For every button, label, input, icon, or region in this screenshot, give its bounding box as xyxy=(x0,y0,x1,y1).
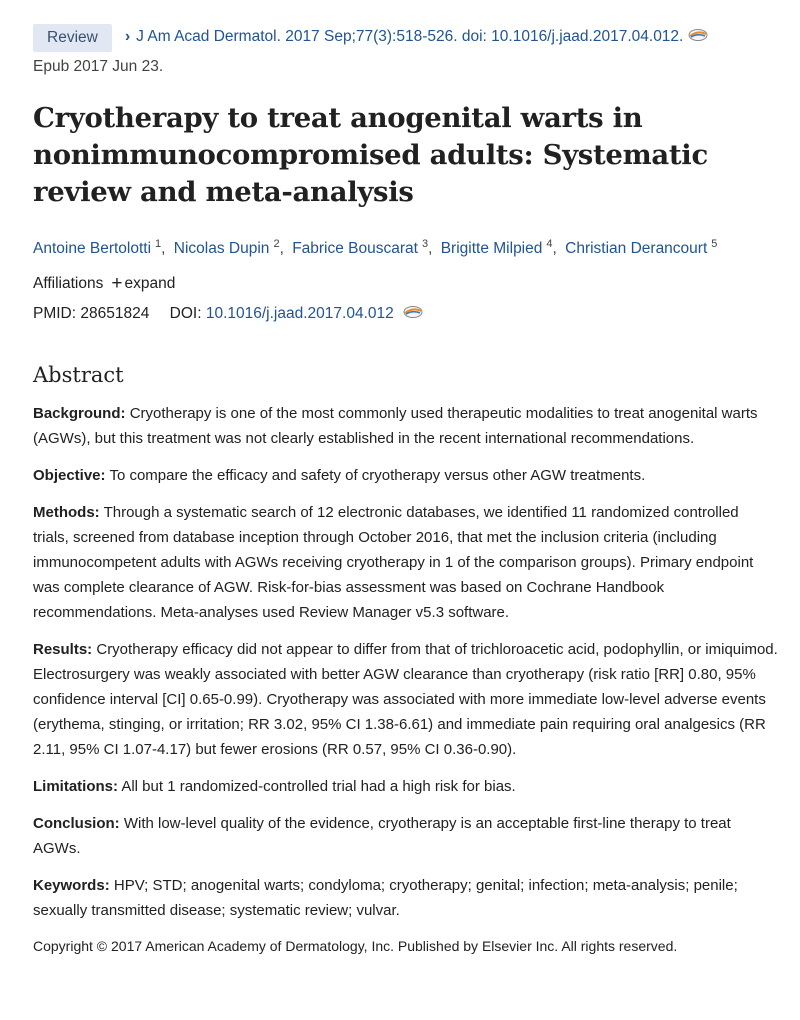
citation-block xyxy=(33,22,778,80)
abstract-section-limitations: Limitations: All but 1 randomized-controlled trial had a high risk for bias. xyxy=(33,778,516,795)
full-text-link-icon[interactable] xyxy=(687,28,709,42)
full-text-link-icon[interactable] xyxy=(402,305,424,319)
abstract-section-methods: Methods: Through a systematic search of 12 electronic databases, we identified 11 randomized controlled trials, screened from database inception through October 2016, that met the inclusion criteria (including immunocompetent adults with AGWs receiving cryotherapy in 1 of the comparison groups). Primary endpoint was complete clearance of AGW. Risk-for-bias assessment was based on Cochrane Handbook recommendations. Meta-analyses used Review Manager v5.3 software. xyxy=(33,504,754,621)
article-page xyxy=(33,22,778,957)
journal-citation[interactable] xyxy=(125,27,745,47)
author-list: Antoine Bertolotti $^1$, Nicolas Dupin $^2$, Fabrice Bouscarat $^3$, Brigitte Milpied $^4$, Christian Derancourt $^5$ xyxy=(33,238,718,257)
abstract-section-background: Background: Cryotherapy is one of the most commonly used therapeutic modalities to treat anogenital warts (AGWs), but this treatment was not clearly established in the recent international recommendations. xyxy=(33,405,758,447)
author-link[interactable]: Christian Derancourt $^5$ xyxy=(565,238,718,257)
abstract-body xyxy=(33,401,778,923)
author-link[interactable]: Antoine Bertolotti $^1$ xyxy=(33,238,162,257)
affiliations-toggle[interactable] xyxy=(33,273,778,295)
expand-label[interactable]: expand xyxy=(124,275,176,292)
identifiers xyxy=(33,303,778,325)
chevron-right-icon: › xyxy=(125,28,131,45)
abstract-section-conclusion: Conclusion: With low-level quality of the evidence, cryotherapy is an acceptable first-line therapy to treat AGWs. xyxy=(33,815,731,857)
author-link[interactable]: Fabrice Bouscarat $^3$ xyxy=(292,238,429,257)
citation-text[interactable]: J Am Acad Dermatol. 2017 Sep;77(3):518-526. doi: 10.1016/j.jaad.2017.04.012. xyxy=(136,28,684,45)
author-link[interactable]: Nicolas Dupin $^2$ xyxy=(173,238,280,257)
epub-date: Epub 2017 Jun 23. xyxy=(33,58,164,75)
abstract-section-objective: Objective: To compare the efficacy and safety of cryotherapy versus other AGW treatments. xyxy=(33,467,646,484)
doi-label: DOI: xyxy=(169,305,202,322)
affiliations-label: Affiliations xyxy=(33,275,104,292)
article-title: Cryotherapy to treat anogenital warts in nonimmunocompromised adults: Systematic review and meta-analysis xyxy=(33,102,708,208)
author-link[interactable]: Brigitte Milpied $^4$ xyxy=(440,238,553,257)
publication-type-badge[interactable]: Review xyxy=(33,24,112,52)
keywords: Keywords: HPV; STD; anogenital warts; condyloma; cryotherapy; genital; infection; meta-analysis; penile; sexually transmitted disease; systematic review; vulvar. xyxy=(33,877,738,919)
pmid-value: 28651824 xyxy=(80,305,150,322)
doi-link[interactable]: 10.1016/j.jaad.2017.04.012 xyxy=(205,305,394,322)
plus-icon: + xyxy=(111,273,123,294)
abstract-section-results: Results: Cryotherapy efficacy did not appear to differ from that of trichloroacetic acid, podophyllin, or imiquimod. Electrosurgery was weakly associated with better AGW clearance than cryotherapy (risk ratio [RR] 0.80, 95% confidence interval [CI] 0.65-0.99). Cryotherapy was associated with more immediate low-level adverse events (erythema, stinging, or irritation; RR 3.02, 95% CI 1.38-6.61) and immediate pain requiring oral analgesics (RR 2.11, 95% CI 1.07-4.17) but fewer erosions (RR 0.57, 95% CI 0.36-0.90). xyxy=(33,641,778,758)
abstract-heading: Abstract xyxy=(33,363,124,387)
pmid-label: PMID: xyxy=(33,305,77,322)
copyright-notice: Copyright © 2017 American Academy of Dermatology, Inc. Published by Elsevier Inc. All rights reserved. xyxy=(33,938,678,954)
